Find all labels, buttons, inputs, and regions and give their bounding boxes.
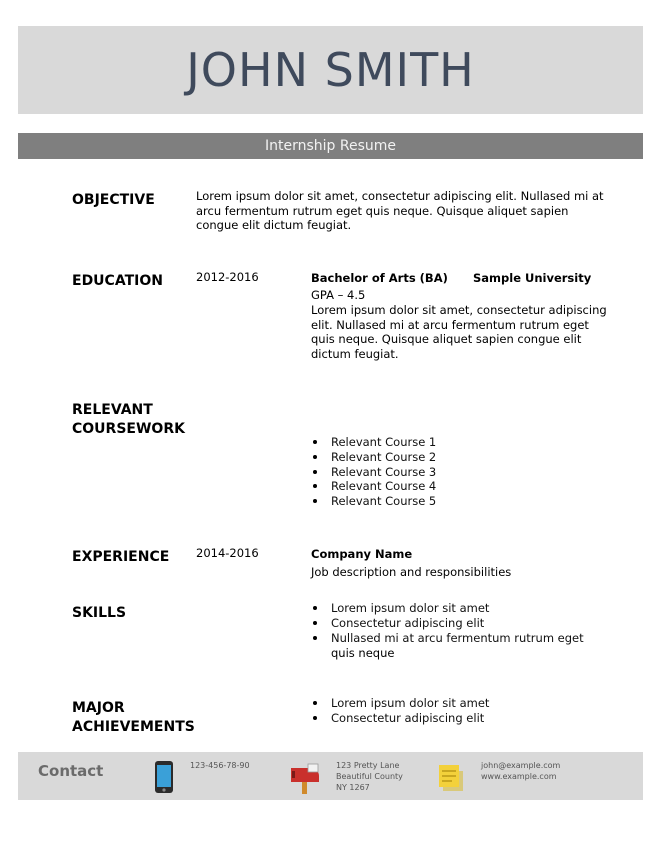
email-address[interactable]: john@example.com: [481, 761, 561, 770]
web-contact: [481, 760, 560, 782]
education-heading: EDUCATION: [72, 273, 163, 289]
list-item: Relevant Course 2: [311, 450, 436, 465]
skills-continuation: quis neque: [331, 646, 395, 660]
list-item: Relevant Course 1: [311, 435, 436, 450]
list-item: Nullased mi at arcu fermentum rutrum eget: [311, 631, 611, 646]
list-item: Consectetur adipiscing elit: [311, 711, 489, 726]
experience-years: 2014-2016: [196, 546, 259, 560]
resume-subtitle: Internship Resume: [264, 138, 396, 154]
list-item: Relevant Course 5: [311, 494, 436, 509]
education-description: [311, 303, 621, 361]
candidate-name: JOHN SMITH: [186, 43, 475, 97]
list-item: Relevant Course 3: [311, 465, 436, 480]
objective-line: congue elit dictum feugiat.: [196, 218, 352, 233]
skills-heading: SKILLS: [72, 605, 127, 621]
degree-title: Bachelor of Arts (BA): [311, 271, 448, 285]
achievements-heading-line: MAJOR: [72, 700, 125, 716]
education-line: Lorem ipsum dolor sit amet, consectetur adipiscing: [311, 303, 607, 317]
list-item: Lorem ipsum dolor sit amet: [311, 601, 611, 616]
list-item: Consectetur adipiscing elit: [311, 616, 611, 631]
notes-icon: [437, 763, 465, 793]
list-item: Lorem ipsum dolor sit amet: [311, 696, 489, 711]
achievements-heading: [72, 699, 195, 737]
objective-line: Lorem ipsum dolor sit amet, consectetur adipiscing elit. Nullased mi at: [196, 189, 604, 203]
subtitle-bar: [18, 133, 643, 159]
phone-icon: [154, 760, 174, 794]
address-line: 123 Pretty Lane: [336, 761, 400, 770]
address: [336, 760, 403, 793]
address-line: NY 1267: [336, 783, 370, 792]
objective-heading: OBJECTIVE: [72, 192, 155, 208]
education-line: dictum feugiat.: [311, 346, 399, 361]
contact-footer: [18, 752, 643, 800]
achievements-heading-line: ACHIEVEMENTS: [72, 719, 195, 735]
education-line: quis neque. Quisque aliquet sapien congue elit: [311, 332, 582, 347]
coursework-list: [311, 435, 436, 509]
school-name: Sample University: [473, 271, 592, 285]
objective-text: [196, 189, 616, 233]
contact-label: Contact: [38, 762, 104, 780]
coursework-heading-line: COURSEWORK: [72, 421, 185, 437]
coursework-heading-line: RELEVANT: [72, 402, 153, 418]
education-line: elit. Nullased mi at arcu fermentum rutrum eget: [311, 317, 589, 332]
job-description: Job description and responsibilities: [311, 565, 512, 579]
experience-heading: EXPERIENCE: [72, 549, 170, 565]
company-name: Company Name: [311, 547, 413, 561]
gpa: GPA – 4.5: [311, 288, 366, 302]
address-line: Beautiful County: [336, 772, 403, 781]
coursework-heading: [72, 401, 185, 439]
mailbox-icon: [288, 762, 322, 794]
achievements-list: [311, 696, 489, 726]
list-item: Relevant Course 4: [311, 479, 436, 494]
skills-list: [311, 601, 611, 645]
website[interactable]: www.example.com: [481, 772, 557, 781]
education-years: 2012-2016: [196, 270, 259, 284]
objective-line: arcu fermentum rutrum eget quis neque. Quisque aliquet sapien: [196, 203, 569, 218]
name-banner: [18, 26, 643, 114]
phone-number: 123-456-78-90: [190, 761, 250, 770]
